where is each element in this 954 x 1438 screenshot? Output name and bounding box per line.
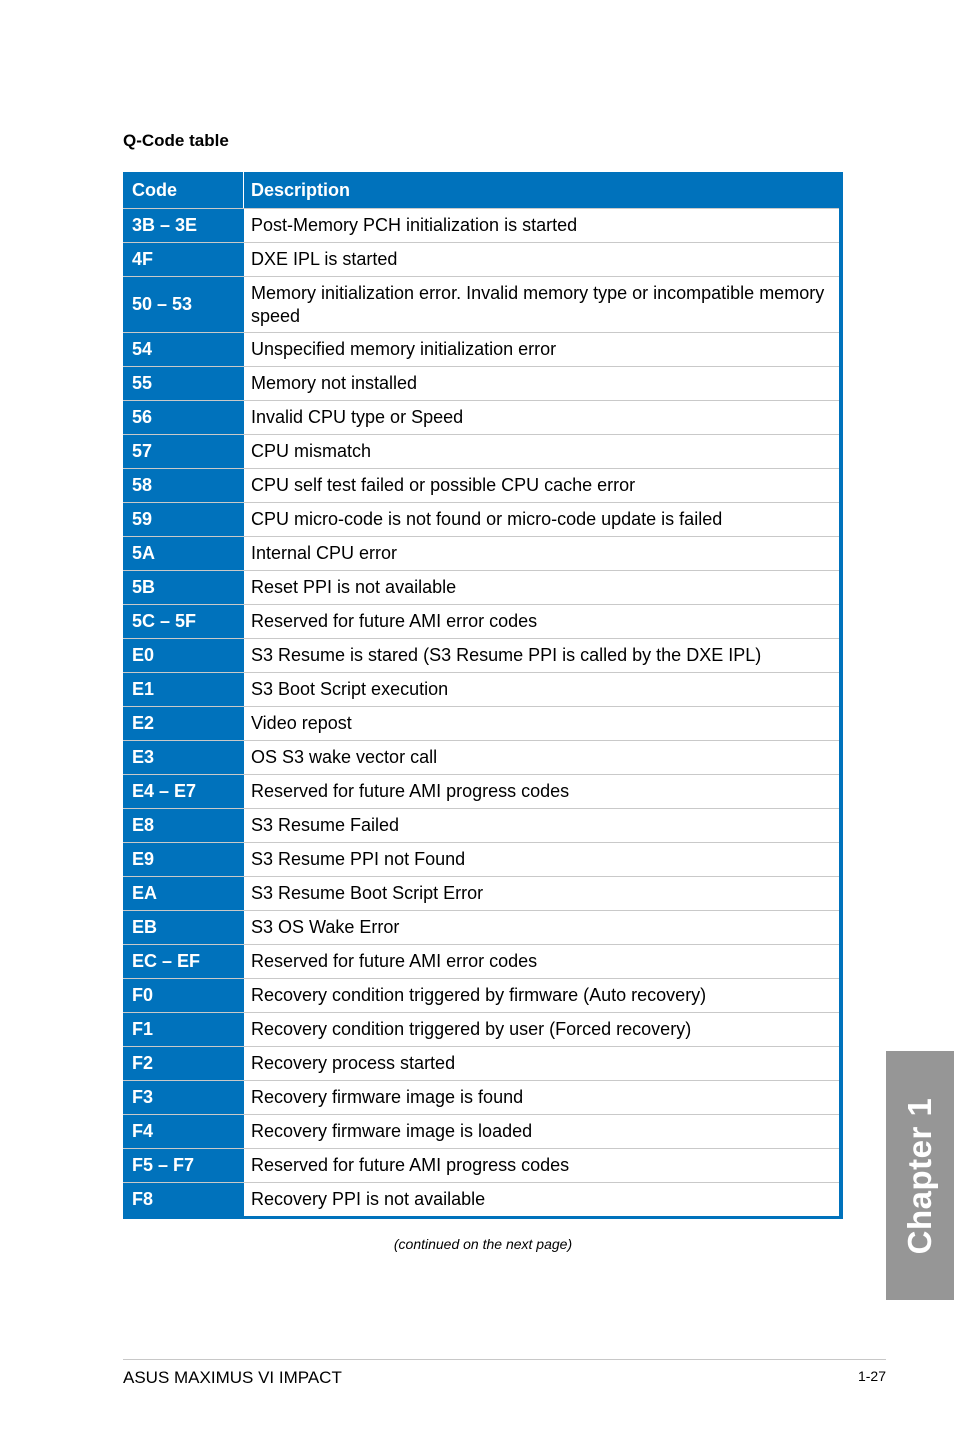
table-row	[123, 842, 839, 876]
footer-page-number: 1-27	[857, 1368, 886, 1384]
code-cell: 54	[132, 339, 153, 359]
section-title: Q-Code table	[123, 131, 229, 150]
code-cell: 50 – 53	[132, 294, 193, 314]
description-cell: Internal CPU error	[244, 537, 839, 570]
table-row	[123, 876, 839, 910]
table-row	[123, 242, 839, 276]
description-cell: S3 Resume is stared (S3 Resume PPI is called by the DXE IPL)	[244, 639, 839, 672]
code-cell: E1	[132, 679, 155, 699]
table-row	[123, 502, 839, 536]
code-cell: F3	[132, 1087, 154, 1107]
chapter-tab-label: Chapter 1	[901, 1097, 938, 1254]
description-cell: Reserved for future AMI error codes	[244, 605, 839, 638]
description-cell: Recovery condition triggered by firmware (Auto recovery)	[244, 979, 839, 1012]
description-cell: S3 Resume Boot Script Error	[244, 877, 839, 910]
code-cell: 57	[132, 441, 153, 461]
table-row	[123, 774, 839, 808]
code-cell: 5C – 5F	[132, 611, 197, 631]
table-row	[123, 1148, 839, 1182]
description-cell: Reserved for future AMI error codes	[244, 945, 839, 978]
code-cell: 3B – 3E	[132, 215, 198, 235]
header-code: Code	[123, 172, 244, 208]
description-cell: OS S3 wake vector call	[244, 741, 839, 774]
table-row	[123, 434, 839, 468]
description-cell: Reserved for future AMI progress codes	[244, 775, 839, 808]
description-cell: CPU micro-code is not found or micro-code update is failed	[244, 503, 839, 536]
code-cell: 59	[132, 509, 153, 529]
code-cell: E9	[132, 849, 155, 869]
code-cell: EB	[132, 917, 158, 937]
code-cell: 58	[132, 475, 153, 495]
header-description: Description	[251, 179, 351, 200]
description-cell: Invalid CPU type or Speed	[244, 401, 839, 434]
code-cell: F5 – F7	[132, 1155, 195, 1175]
table-row	[123, 638, 839, 672]
table-row	[123, 1114, 839, 1148]
code-cell: 55	[132, 373, 153, 393]
description-cell: CPU self test failed or possible CPU cache error	[244, 469, 839, 502]
table-row	[123, 400, 839, 434]
table-row	[123, 944, 839, 978]
qcode-table	[123, 172, 843, 1219]
table-header	[123, 172, 839, 208]
description-cell: Unspecified memory initialization error	[244, 333, 839, 366]
table-row	[123, 740, 839, 774]
table-row	[123, 706, 839, 740]
description-cell: Post-Memory PCH initialization is started	[244, 209, 839, 242]
chapter-tab	[886, 1051, 954, 1300]
code-cell: F8	[132, 1189, 154, 1209]
footer-product-name: ASUS MAXIMUS VI IMPACT	[123, 1368, 342, 1387]
footer-divider	[123, 1359, 886, 1360]
code-cell: F4	[132, 1121, 154, 1141]
description-cell: Reset PPI is not available	[244, 571, 839, 604]
code-cell: EC – EF	[132, 951, 201, 971]
description-cell: S3 OS Wake Error	[244, 911, 839, 944]
table-row	[123, 468, 839, 502]
table-body	[123, 208, 839, 1216]
table-row	[123, 1182, 839, 1216]
code-cell: EA	[132, 883, 158, 903]
code-cell: 5A	[132, 543, 156, 563]
description-cell: S3 Boot Script execution	[244, 673, 839, 706]
table-row	[123, 332, 839, 366]
code-cell: E3	[132, 747, 155, 767]
code-cell: 56	[132, 407, 153, 427]
description-cell: Memory initialization error. Invalid memory type or incompatible memory speed	[244, 277, 839, 332]
table-row	[123, 536, 839, 570]
code-cell: E2	[132, 713, 155, 733]
description-cell: CPU mismatch	[244, 435, 839, 468]
table-row	[123, 1012, 839, 1046]
table-row	[123, 672, 839, 706]
code-cell: F2	[132, 1053, 154, 1073]
table-row	[123, 910, 839, 944]
description-cell: S3 Resume Failed	[244, 809, 839, 842]
code-cell: E8	[132, 815, 155, 835]
table-row	[123, 366, 839, 400]
description-cell: DXE IPL is started	[244, 243, 839, 276]
description-cell: Recovery firmware image is found	[244, 1081, 839, 1114]
table-row	[123, 1046, 839, 1080]
description-cell: Recovery process started	[244, 1047, 839, 1080]
code-cell: E4 – E7	[132, 781, 197, 801]
table-row	[123, 1080, 839, 1114]
table-row	[123, 276, 839, 332]
code-cell: E0	[132, 645, 155, 665]
continued-note: (continued on the next page)	[393, 1236, 573, 1252]
description-cell: Reserved for future AMI progress codes	[244, 1149, 839, 1182]
description-cell: Recovery firmware image is loaded	[244, 1115, 839, 1148]
description-cell: S3 Resume PPI not Found	[244, 843, 839, 876]
code-cell: 4F	[132, 249, 154, 269]
description-cell: Recovery condition triggered by user (Forced recovery)	[244, 1013, 839, 1046]
table-row	[123, 604, 839, 638]
table-row	[123, 570, 839, 604]
description-cell: Recovery PPI is not available	[244, 1183, 839, 1216]
code-cell: 5B	[132, 577, 156, 597]
code-cell: F1	[132, 1019, 154, 1039]
table-row	[123, 978, 839, 1012]
description-cell: Video repost	[244, 707, 839, 740]
description-cell: Memory not installed	[244, 367, 839, 400]
table-row	[123, 208, 839, 242]
code-cell: F0	[132, 985, 154, 1005]
table-row	[123, 808, 839, 842]
